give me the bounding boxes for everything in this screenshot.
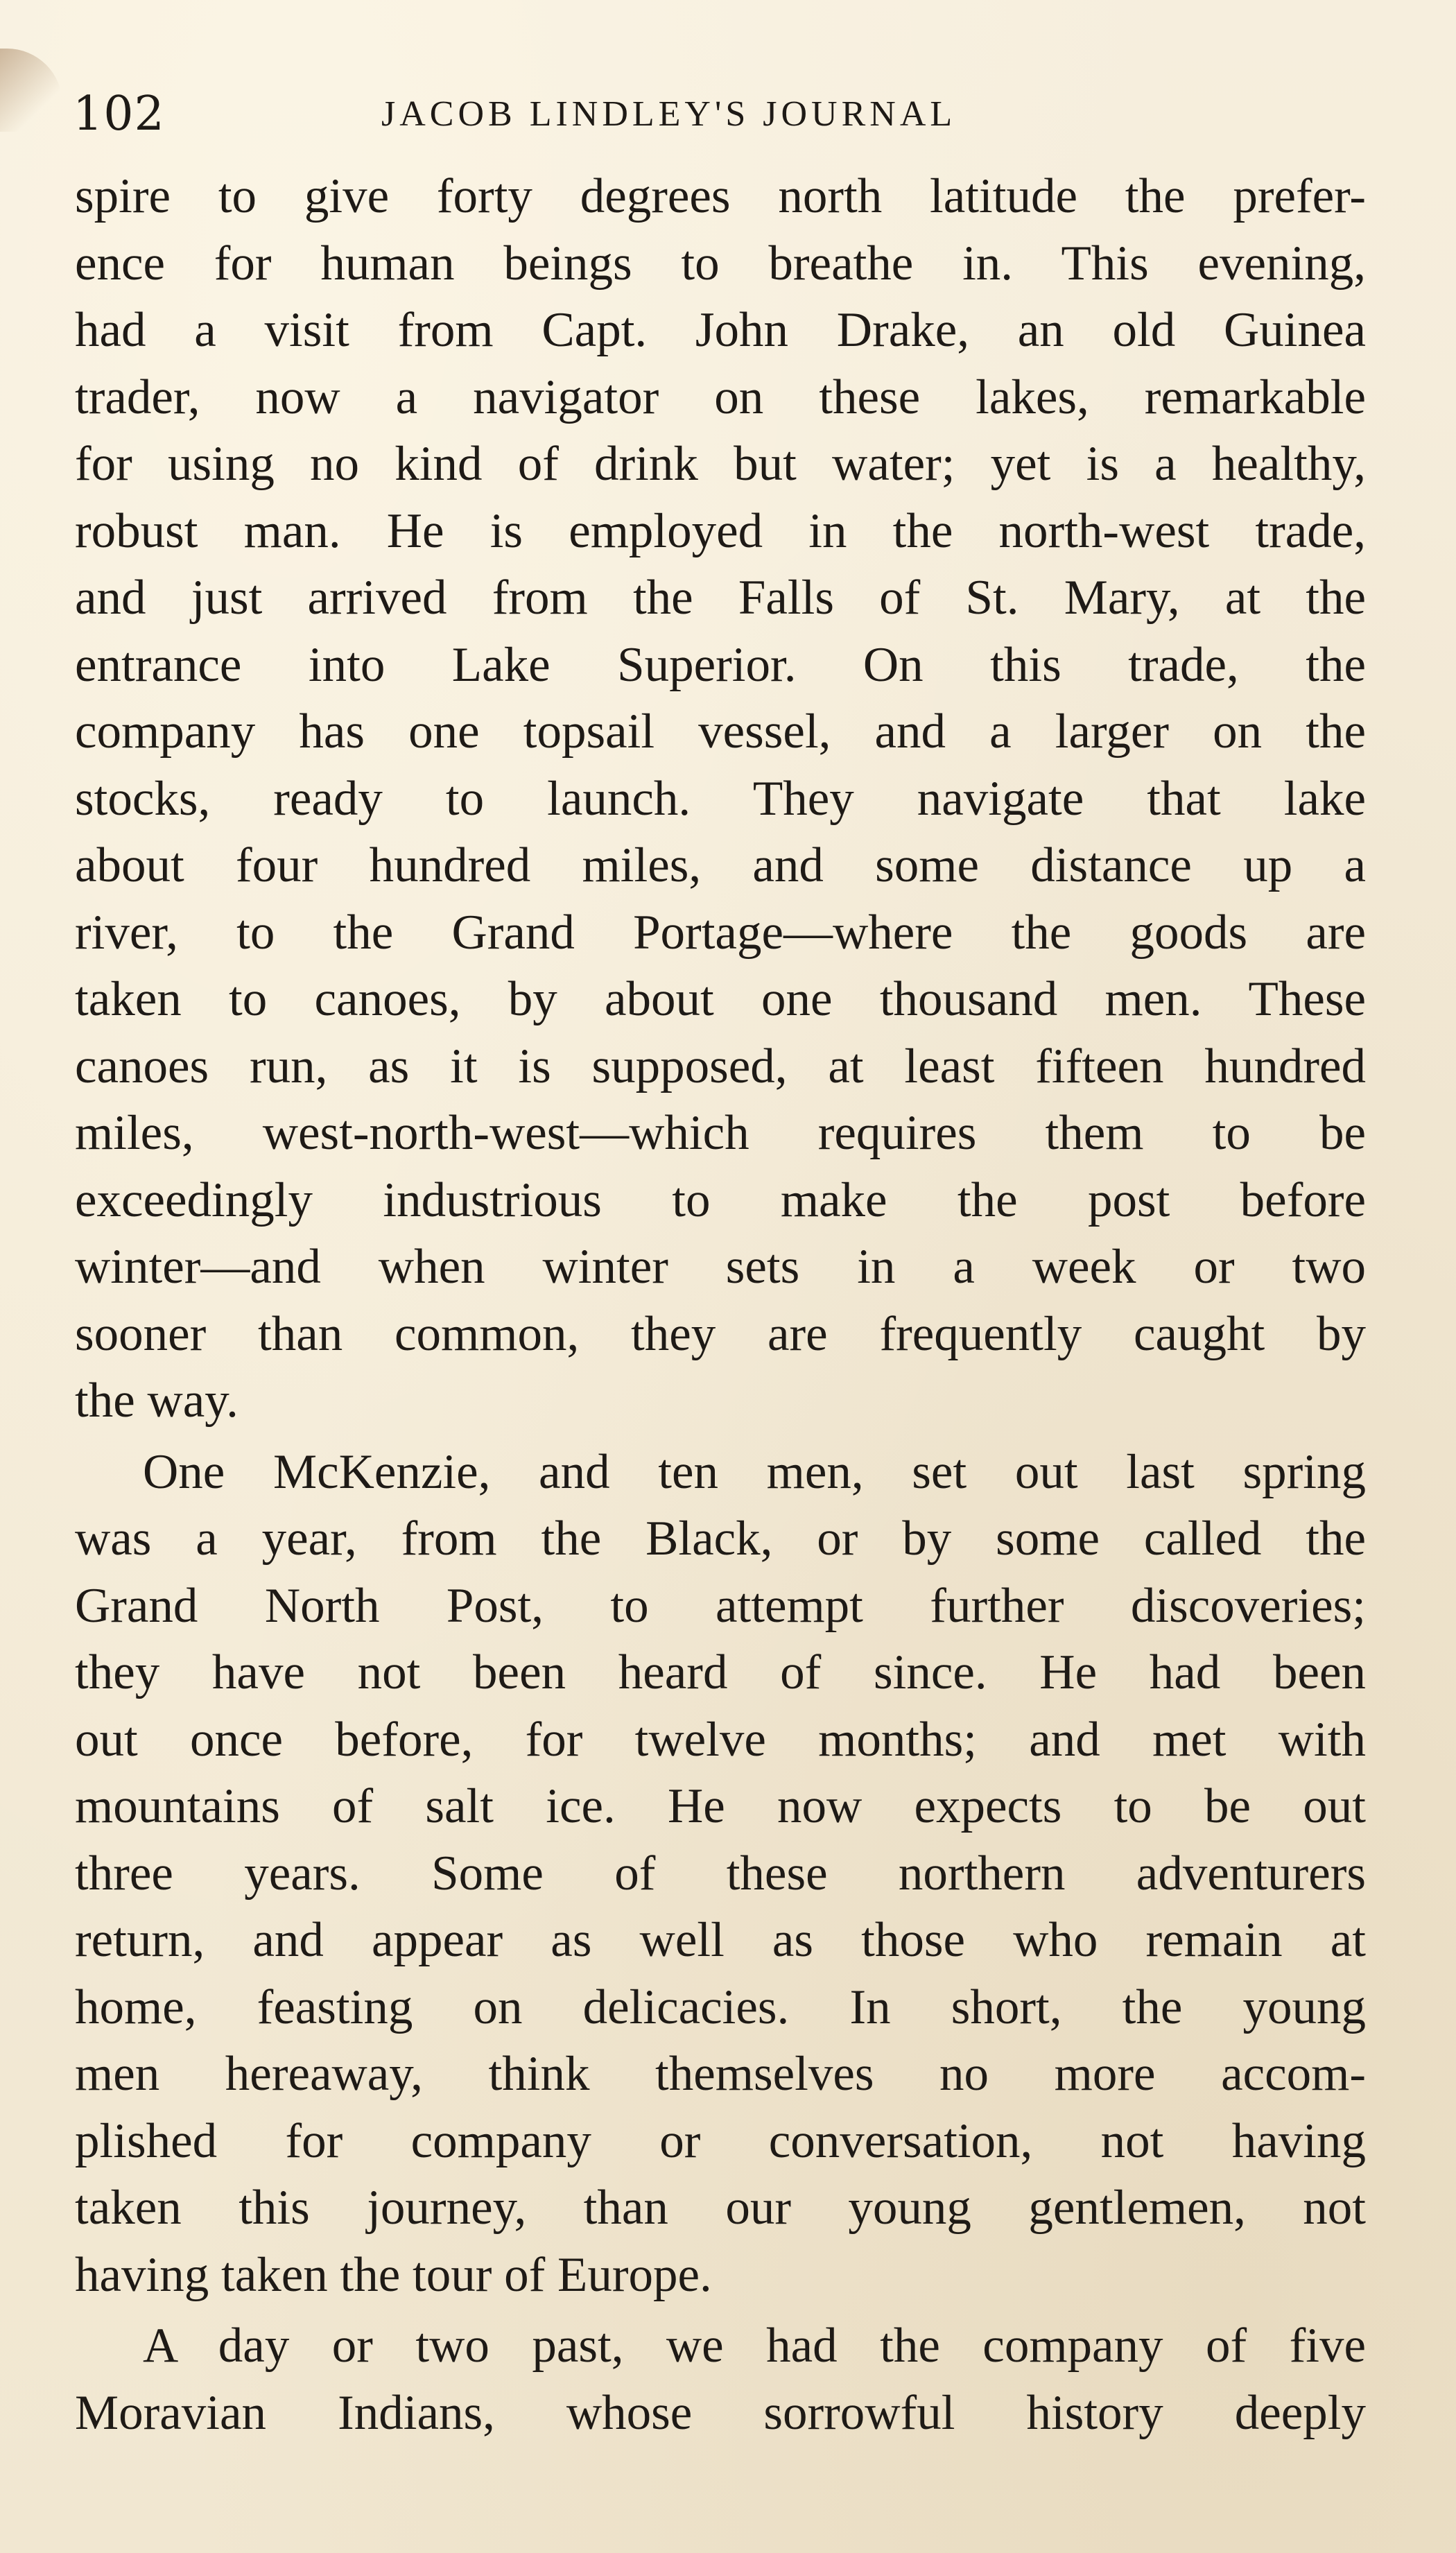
page-number: 102 bbox=[73, 87, 165, 141]
text-line: spire to give forty degrees north latitude the prefer- bbox=[75, 169, 1366, 223]
text-line: trader, now a navigator on these lakes, remarkable bbox=[75, 370, 1366, 424]
paragraph bbox=[75, 2312, 1366, 2446]
text-line: taken to canoes, by about one thousand men. These bbox=[75, 972, 1366, 1026]
text-line: having taken the tour of Europe. bbox=[75, 2247, 712, 2302]
text-line: for using no kind of drink but water; yet is a healthy, bbox=[75, 437, 1366, 491]
text-line: was a year, from the Black, or by some called the bbox=[75, 1512, 1366, 1566]
text-line: winter—and when winter sets in a week or two bbox=[75, 1240, 1366, 1294]
text-line: men hereaway, think themselves no more accom- bbox=[75, 2047, 1366, 2101]
paragraph bbox=[75, 163, 1366, 1435]
text-line: taken this journey, than our young gentlemen, not bbox=[75, 2181, 1366, 2235]
text-line: and just arrived from the Falls of St. Mary, at the bbox=[75, 571, 1366, 625]
text-line: company has one topsail vessel, and a larger on the bbox=[75, 704, 1366, 759]
text-line: river, to the Grand Portage—where the goods are bbox=[75, 905, 1366, 960]
text-line: robust man. He is employed in the north-west trade, bbox=[75, 503, 1366, 558]
paragraph bbox=[75, 1439, 1366, 2309]
text-line: exceedingly industrious to make the post before bbox=[75, 1172, 1366, 1227]
text-line: return, and appear as well as those who remain at bbox=[75, 1913, 1366, 1967]
text-line: A day or two past, we had the company of five bbox=[143, 2319, 1366, 2373]
text-line: canoes run, as it is supposed, at least fifteen hundred bbox=[75, 1039, 1366, 1093]
text-line: they have not been heard of since. He had been bbox=[75, 1645, 1366, 1699]
text-line: home, feasting on delicacies. In short, the young bbox=[75, 1980, 1366, 2034]
text-line: three years. Some of these northern adventurers bbox=[75, 1846, 1366, 1901]
text-line: Grand North Post, to attempt further discoveries; bbox=[75, 1578, 1366, 1633]
text-line: One McKenzie, and ten men, set out last spring bbox=[143, 1444, 1366, 1499]
text-line: had a visit from Capt. John Drake, an old Guinea bbox=[75, 303, 1366, 357]
text-line: about four hundred miles, and some distance up a bbox=[75, 838, 1366, 892]
body-text bbox=[75, 163, 1366, 2446]
text-line: entrance into Lake Superior. On this trade, the bbox=[75, 637, 1366, 692]
text-line: the way. bbox=[75, 1374, 239, 1428]
text-line: sooner than common, they are frequently caught by bbox=[75, 1306, 1366, 1361]
text-line: mountains of salt ice. He now expects to be out bbox=[75, 1779, 1366, 1833]
text-line: out once before, for twelve months; and met with bbox=[75, 1712, 1366, 1767]
running-head bbox=[73, 76, 1369, 153]
text-line: ence for human beings to breathe in. This evening, bbox=[75, 236, 1366, 291]
page-corner-wear bbox=[0, 49, 62, 132]
text-line: miles, west-north-west—which requires them to be bbox=[75, 1106, 1366, 1160]
text-line: plished for company or conversation, not having bbox=[75, 2113, 1366, 2168]
text-line: Moravian Indians, whose sorrowful history deeply bbox=[75, 2385, 1366, 2440]
text-line: stocks, ready to launch. They navigate that lake bbox=[75, 771, 1366, 826]
running-title: JACOB LINDLEY'S JOURNAL bbox=[381, 94, 957, 134]
